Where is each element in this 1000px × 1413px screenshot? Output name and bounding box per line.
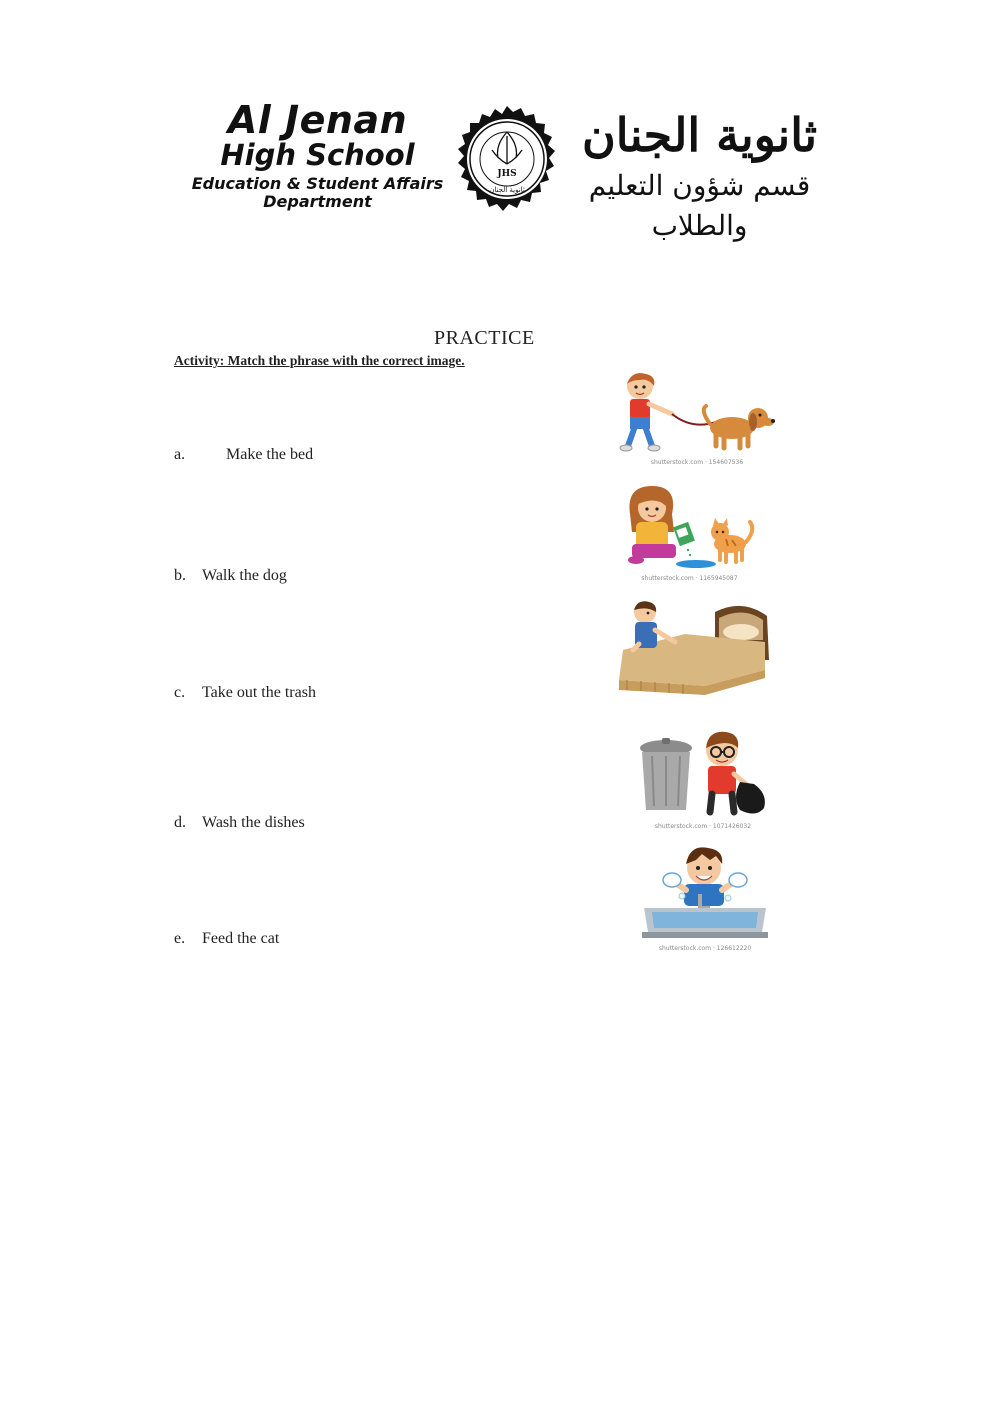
school-name-arabic (572, 104, 827, 246)
phrase-letter: b. (174, 567, 186, 584)
image-caption: shutterstock.com · 1071426032 (654, 823, 752, 830)
image-caption: shutterstock.com · 1165945087 (641, 575, 738, 582)
activity-instruction: Activity: Match the phrase with the correct image. (174, 353, 465, 368)
boy-walking-dog-icon (612, 370, 782, 464)
worksheet-title: PRACTICE (434, 327, 535, 349)
phrase-letter: c. (174, 684, 186, 701)
school-seal-logo (452, 106, 562, 216)
phrase-item (174, 930, 279, 948)
department-line1: Education & Student Affairs (191, 174, 444, 193)
seal-text-ar: ثانوية الجنان (489, 186, 525, 194)
arabic-school-name: ثانوية الجنان (581, 108, 818, 162)
phrase-item (174, 446, 313, 464)
phrase-text: Walk the dog (202, 567, 287, 584)
phrase-text: Make the bed (226, 446, 314, 463)
boy-making-bed-icon (615, 600, 775, 696)
boy-taking-out-trash-icon (636, 728, 770, 832)
phrase-item (174, 684, 316, 702)
school-name-line1: Al Jenan (227, 98, 408, 142)
school-name-english (190, 100, 445, 211)
phrase-letter: e. (174, 930, 186, 947)
arabic-department-name: قسم شؤون التعليم والطلاب (588, 169, 811, 242)
phrase-item (174, 567, 287, 585)
phrase-text: Feed the cat (202, 930, 280, 947)
phrase-item (174, 814, 305, 832)
phrase-text: Take out the trash (202, 684, 316, 701)
phrase-letter: a. (174, 446, 186, 463)
seal-text-en: JHS (497, 169, 517, 179)
phrase-letter: d. (174, 814, 186, 831)
image-caption: shutterstock.com · 154607536 (650, 459, 744, 466)
girl-feeding-cat-icon (622, 484, 757, 580)
boy-washing-dishes-icon (638, 846, 772, 950)
school-name-line2: High School (220, 138, 415, 172)
department-line2: Department (263, 192, 372, 211)
phrase-text: Wash the dishes (202, 814, 305, 831)
image-caption: shutterstock.com · 126612220 (658, 945, 752, 952)
